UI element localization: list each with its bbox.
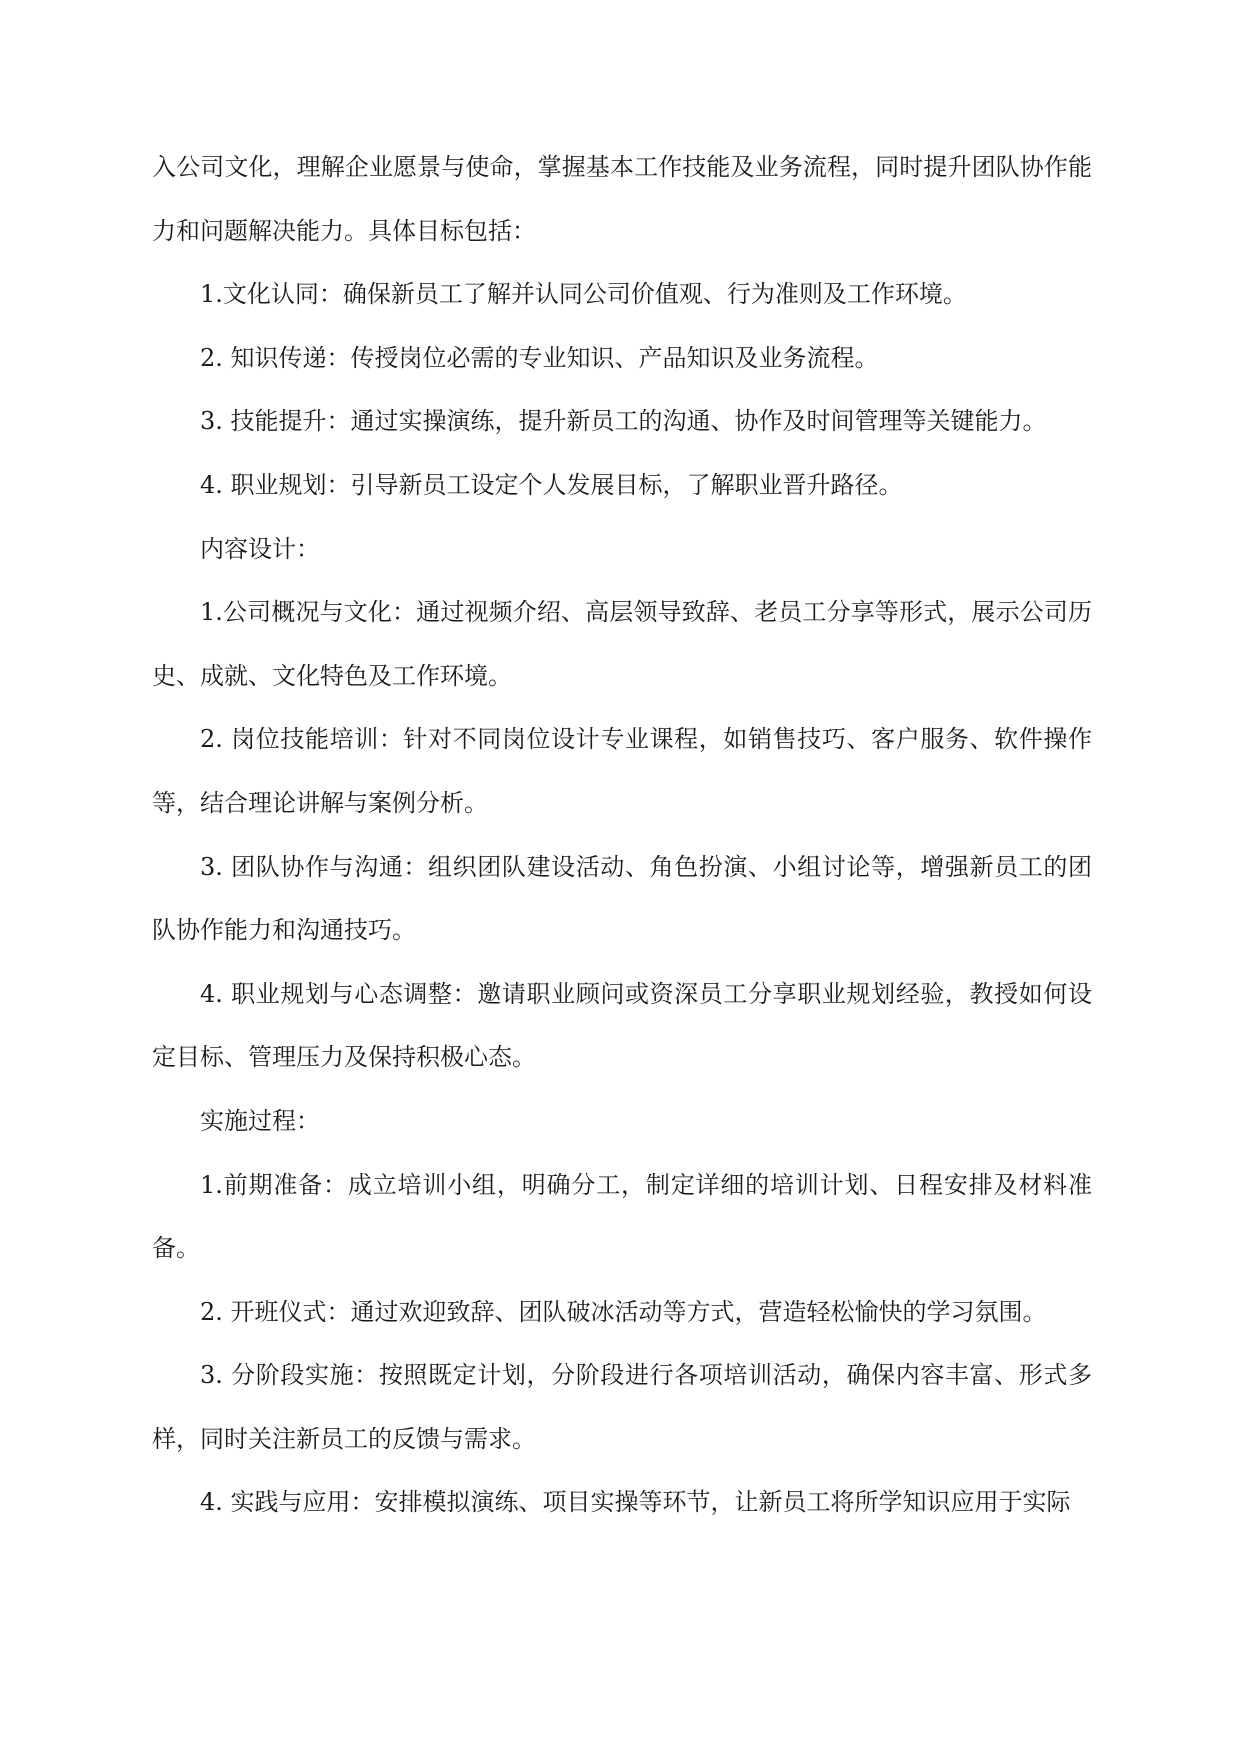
section-heading-implementation: 实施过程： bbox=[200, 1106, 320, 1135]
document-body bbox=[152, 136, 1092, 1535]
paragraph-impl-practice-application: 4. 实践与应用：安排模拟演练、项目实操等环节，让新员工将所学知识应用于实际 bbox=[200, 1488, 1071, 1517]
paragraph-content-company-overview: 1.公司概况与文化：通过视频介绍、高层领导致辞、老员工分享等形式，展示公司历史、成就、文化特色及工作环境。 bbox=[152, 598, 1092, 690]
paragraph-content-teamwork: 3. 团队协作与沟通：组织团队建设活动、角色扮演、小组讨论等，增强新员工的团队协作能力和沟通技巧。 bbox=[152, 852, 1092, 945]
paragraph-goal-career-planning: 4. 职业规划：引导新员工设定个人发展目标，了解职业晋升路径。 bbox=[200, 470, 903, 499]
paragraph-impl-phased-execution: 3. 分阶段实施：按照既定计划，分阶段进行各项培训活动，确保内容丰富、形式多样，同时关注新员工的反馈与需求。 bbox=[152, 1361, 1092, 1453]
paragraph-content-job-skills: 2. 岗位技能培训：针对不同岗位设计专业课程，如销售技巧、客户服务、软件操作等，结合理论讲解与案例分析。 bbox=[152, 725, 1092, 817]
paragraph-impl-opening-ceremony: 2. 开班仪式：通过欢迎致辞、团队破冰活动等方式，营造轻松愉快的学习氛围。 bbox=[200, 1297, 1047, 1326]
paragraph-intro-goal-continuation: 入公司文化，理解企业愿景与使命，掌握基本工作技能及业务流程，同时提升团队协作能力和问题解决能力。具体目标包括： bbox=[152, 153, 1092, 245]
paragraph-goal-culture-identity: 1.文化认同：确保新员工了解并认同公司价值观、行为准则及工作环境。 bbox=[200, 280, 967, 309]
section-heading-content-design: 内容设计： bbox=[200, 534, 320, 563]
paragraph-impl-preparation: 1.前期准备：成立培训小组，明确分工，制定详细的培训计划、日程安排及材料准备。 bbox=[152, 1170, 1092, 1263]
paragraph-content-career-mindset: 4. 职业规划与心态调整：邀请职业顾问或资深员工分享职业规划经验，教授如何设定目标、管理压力及保持积极心态。 bbox=[152, 979, 1092, 1072]
paragraph-goal-knowledge-transfer: 2. 知识传递：传授岗位必需的专业知识、产品知识及业务流程。 bbox=[200, 343, 879, 372]
paragraph-goal-skill-improvement: 3. 技能提升：通过实操演练，提升新员工的沟通、协作及时间管理等关键能力。 bbox=[200, 407, 1047, 436]
